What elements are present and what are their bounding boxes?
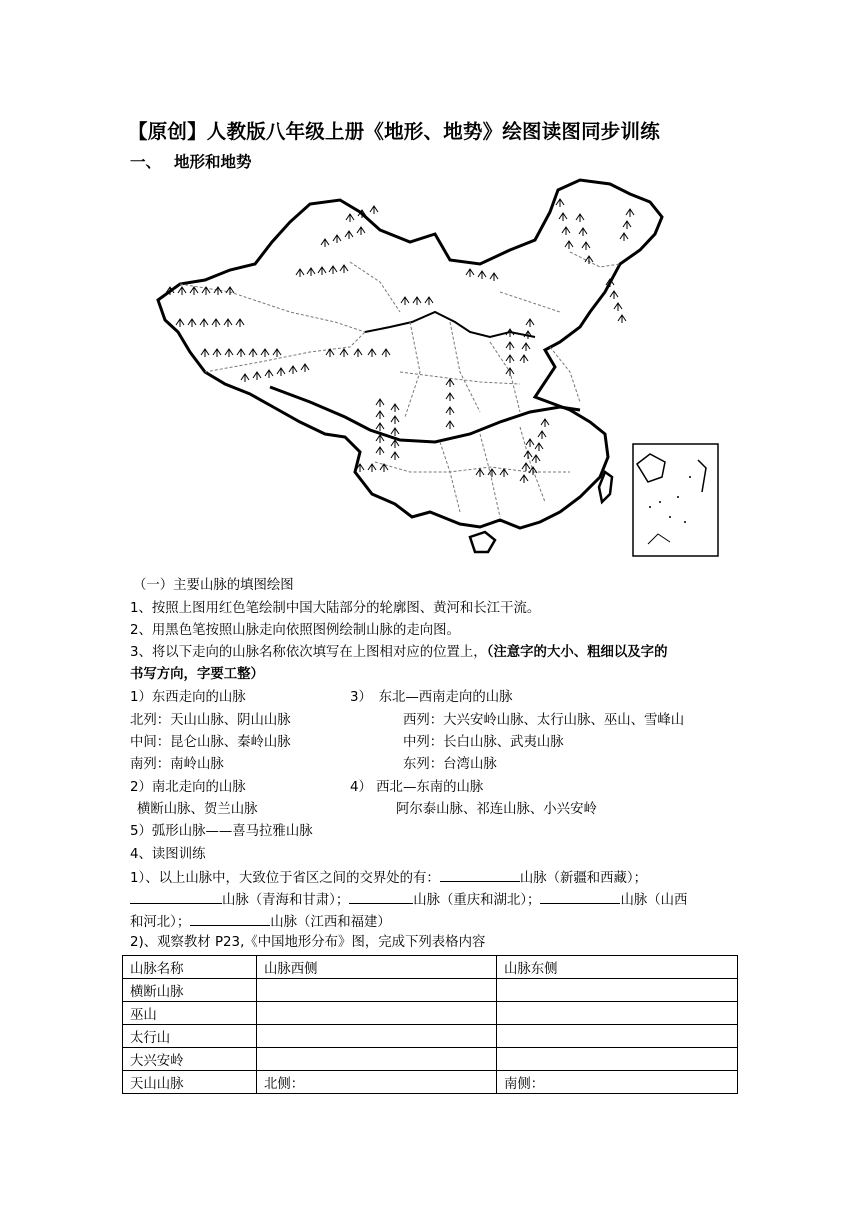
group4-title: 4） 西北—东南的山脉	[350, 780, 484, 795]
mountain-symbol	[391, 416, 399, 424]
table-cell-input[interactable]	[257, 979, 497, 1002]
mountain-symbol	[307, 268, 315, 276]
mountain-symbol	[623, 221, 631, 229]
instruction-1: 1、按照上图用红色笔绘制中国大陆部分的轮廓图、黄河和长江干流。	[130, 601, 541, 616]
mountain-symbol	[538, 431, 546, 439]
mountain-symbol	[522, 343, 530, 351]
mountain-symbol	[376, 399, 384, 407]
table-cell: 天山山脉	[123, 1071, 257, 1094]
mountain-symbol	[500, 469, 508, 477]
table-cell-input[interactable]: 北侧：	[257, 1071, 497, 1094]
table-cell-input[interactable]	[497, 979, 738, 1002]
mountain-symbol	[176, 319, 184, 327]
reading-title: 4、读图训练	[130, 847, 206, 862]
group1-mid: 中间：昆仑山脉、秦岭山脉	[130, 735, 291, 750]
mountain-symbol	[610, 291, 618, 299]
mountain-symbol	[301, 364, 309, 372]
mountain-symbol	[620, 233, 628, 241]
mountain-symbol	[368, 464, 376, 472]
mountain-symbol	[535, 443, 543, 451]
mountain-symbol	[241, 374, 249, 382]
table-header: 山脉名称	[123, 956, 257, 979]
mountain-symbol	[614, 303, 622, 311]
mountain-symbol	[346, 214, 354, 222]
mountain-symbol	[490, 273, 498, 281]
answer-blank[interactable]	[540, 889, 620, 904]
mountain-symbol	[190, 287, 198, 295]
table-cell: 横断山脉	[123, 979, 257, 1002]
table-cell-input[interactable]	[497, 1048, 738, 1071]
mountain-symbol	[237, 349, 245, 357]
mountain-symbol	[357, 227, 365, 235]
mountain-symbol	[391, 440, 399, 448]
south-china-sea-inset	[633, 444, 718, 556]
question-1-line1	[130, 867, 647, 889]
table-row	[123, 1048, 738, 1071]
mountain-symbol	[368, 349, 376, 357]
table-header: 山脉西侧	[257, 956, 497, 979]
table-row	[123, 1071, 738, 1094]
table-row	[123, 1025, 738, 1048]
mountain-symbol	[178, 287, 186, 295]
q1-c: 山脉（重庆和湖北）；	[413, 893, 541, 908]
mountain-symbol	[333, 235, 341, 243]
question-1-line2	[130, 889, 687, 911]
mountain-symbol	[376, 447, 384, 455]
mountain-symbol	[329, 266, 337, 274]
island-dots	[649, 476, 691, 523]
mountain-symbol	[321, 239, 329, 247]
mountain-symbol	[559, 213, 567, 221]
mountain-symbol	[524, 451, 532, 459]
table-cell: 巫山	[123, 1002, 257, 1025]
mountain-symbol	[529, 467, 537, 475]
mountain-symbol	[382, 349, 390, 357]
table-row	[123, 1002, 738, 1025]
mountain-symbol	[401, 297, 409, 305]
mountain-symbol	[582, 242, 590, 250]
table-header-row	[123, 956, 738, 979]
answer-blank[interactable]	[349, 889, 413, 904]
mountain-symbol	[354, 349, 362, 357]
mountain-symbol	[296, 269, 304, 277]
group3-title: 3） 东北—西南走向的山脉	[350, 690, 513, 705]
mountain-symbol	[212, 319, 220, 327]
mountain-symbol	[466, 269, 474, 277]
mountain-symbol	[376, 411, 384, 419]
group3-east: 东列：台湾山脉	[403, 757, 497, 772]
mountain-symbol	[522, 463, 530, 471]
group3-mid: 中列：长白山脉、武夷山脉	[403, 735, 564, 750]
mountain-symbol	[526, 439, 534, 447]
mountain-symbol	[201, 349, 209, 357]
hainan-island	[470, 532, 495, 552]
group2-list: 横断山脉、贺兰山脉	[137, 802, 258, 817]
mountain-symbol	[413, 297, 421, 305]
q1-prefix: 1）、以上山脉中，大致位于省区之间的交界处的有：	[130, 871, 440, 886]
mountain-symbol	[224, 319, 232, 327]
group2-title: 2）南北走向的山脉	[130, 780, 246, 795]
page-title: 【原创】人教版八年级上册《地形、地势》绘图读图同步训练	[128, 120, 660, 143]
china-outline-map	[150, 172, 725, 562]
table-cell-input[interactable]: 南侧：	[497, 1071, 738, 1094]
mountain-symbol	[376, 435, 384, 443]
mountain-symbol	[520, 475, 528, 483]
section-label: 地形和地势	[174, 153, 252, 171]
answer-blank[interactable]	[440, 867, 520, 882]
q1-a: 山脉（新疆和西藏）；	[519, 871, 648, 886]
mountain-symbol	[556, 199, 564, 207]
table-row	[123, 979, 738, 1002]
table-cell-input[interactable]	[257, 1025, 497, 1048]
mountain-symbol	[506, 329, 514, 337]
answer-blank[interactable]	[130, 889, 222, 904]
table-cell-input[interactable]	[497, 1025, 738, 1048]
table-cell: 大兴安岭	[123, 1048, 257, 1071]
mountain-symbol	[626, 209, 634, 217]
table-cell-input[interactable]	[257, 1002, 497, 1025]
mountain-symbol	[345, 231, 353, 239]
section-number: 一、	[130, 153, 162, 171]
q1-d2: 和河北）；	[130, 915, 191, 930]
mountain-symbol	[236, 319, 244, 327]
table-cell: 太行山	[123, 1025, 257, 1048]
mountain-table	[122, 955, 738, 1094]
yangtze-river	[270, 387, 580, 442]
section-heading	[130, 150, 252, 172]
instruction-3-note: （注意字的大小、粗细以及字的	[486, 645, 668, 660]
mountain-symbol	[249, 349, 257, 357]
mountain-symbol	[526, 319, 534, 327]
mountain-symbol	[391, 452, 399, 460]
mountain-symbol	[391, 404, 399, 412]
mountain-symbol	[585, 256, 593, 264]
mountain-symbol	[213, 349, 221, 357]
mountain-symbol	[579, 228, 587, 236]
q1-d: 山脉（山西	[620, 893, 688, 908]
mountain-symbol	[289, 366, 297, 374]
mountain-symbol	[618, 315, 626, 323]
mountain-symbol	[265, 370, 273, 378]
mountain-symbol	[506, 342, 514, 350]
subsection-heading: （一）主要山脉的填图绘图	[133, 578, 294, 593]
mountain-symbol	[506, 368, 514, 376]
mountain-symbol	[273, 349, 281, 357]
mountain-symbol	[520, 355, 528, 363]
mountain-symbol	[541, 419, 549, 427]
answer-blank[interactable]	[190, 911, 270, 926]
group1-south: 南列：南岭山脉	[130, 757, 224, 772]
instruction-3-note-cont: 书写方向，字要工整）	[130, 667, 264, 682]
mountain-symbol	[202, 287, 210, 295]
mountain-symbol	[425, 297, 433, 305]
group1-north: 北列：天山山脉、阴山山脉	[130, 713, 291, 728]
mountain-symbol	[370, 206, 378, 214]
instruction-3	[130, 643, 667, 663]
mountain-symbol	[562, 227, 570, 235]
mountain-symbol	[446, 379, 454, 387]
instruction-2: 2、用黑色笔按照山脉走向依照图例绘制山脉的走向图。	[130, 623, 460, 638]
mountain-symbol	[391, 428, 399, 436]
mountain-symbol	[261, 349, 269, 357]
mountain-symbol	[446, 421, 454, 429]
mountain-symbol	[446, 407, 454, 415]
mountain-symbol	[340, 349, 348, 357]
mountain-symbol	[576, 214, 584, 222]
q1-e: 山脉（江西和福建）	[270, 915, 391, 930]
mountain-symbol	[565, 241, 573, 249]
province-borders	[180, 252, 620, 517]
mountain-symbol	[446, 393, 454, 401]
q1-b: 山脉（青海和甘肃）；	[222, 893, 350, 908]
mountain-symbol	[476, 469, 484, 477]
mountain-symbol	[226, 287, 234, 295]
instruction-3-text: 3、将以下走向的山脉名称依次填写在上图相对应的位置上，	[130, 645, 487, 660]
mountain-symbol	[524, 331, 532, 339]
mountain-symbol	[225, 349, 233, 357]
group1-title: 1）东西走向的山脉	[130, 690, 246, 705]
mountain-symbol	[478, 271, 486, 279]
mountain-symbol	[318, 267, 326, 275]
mountain-symbol	[340, 265, 348, 273]
group4-list: 阿尔泰山脉、祁连山脉、小兴安岭	[396, 802, 597, 817]
mountain-symbol	[326, 349, 334, 357]
group3-west: 西列：大兴安岭山脉、太行山脉、巫山、雪峰山	[403, 713, 685, 728]
mountain-symbol	[253, 372, 261, 380]
group5: 5）弧形山脉——喜马拉雅山脉	[130, 824, 313, 839]
question-1-line3	[130, 911, 391, 933]
question-2: 2)、观察教材 P23,《中国地形分布》图，完成下列表格内容	[130, 935, 486, 950]
table-header: 山脉东侧	[497, 956, 738, 979]
mountain-symbol	[188, 319, 196, 327]
mountain-symbol	[376, 423, 384, 431]
mountain-symbol	[214, 287, 222, 295]
table-cell-input[interactable]	[497, 1002, 738, 1025]
mountain-symbol	[532, 455, 540, 463]
mountain-symbol	[506, 355, 514, 363]
mountain-symbol	[200, 319, 208, 327]
table-cell-input[interactable]	[257, 1048, 497, 1071]
mountain-symbol	[277, 368, 285, 376]
